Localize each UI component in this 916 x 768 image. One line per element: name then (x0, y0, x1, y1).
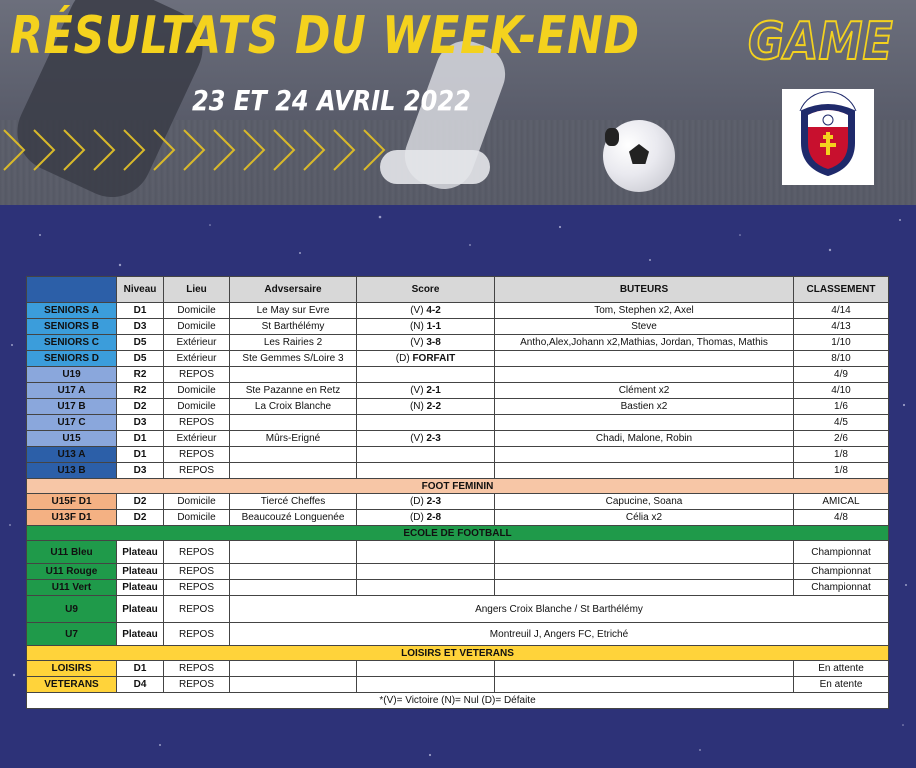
score-cell (357, 383, 495, 399)
opponent (230, 367, 357, 383)
table-row (27, 351, 889, 367)
scorers (495, 415, 794, 431)
level: Plateau (117, 541, 164, 564)
table-row (27, 367, 889, 383)
scorers (495, 463, 794, 479)
table-row (27, 431, 889, 447)
level: D3 (117, 463, 164, 479)
scorers (495, 367, 794, 383)
table-row (27, 335, 889, 351)
table-row (27, 623, 889, 646)
score-legend: *(V)= Victoire (N)= Nul (D)= Défaite (27, 693, 889, 709)
score-result-letter: (V) (410, 385, 427, 396)
table-row (27, 510, 889, 526)
game-watermark: GAME (748, 12, 893, 72)
score-result-letter: (D) (409, 496, 427, 507)
column-header-niveau: Niveau (117, 277, 164, 303)
venue: REPOS (164, 463, 230, 479)
opponent: Les Rairies 2 (230, 335, 357, 351)
team-name: U11 Rouge (27, 564, 117, 580)
venue: REPOS (164, 447, 230, 463)
level: D3 (117, 415, 164, 431)
results-table (26, 276, 889, 709)
venue: Domicile (164, 510, 230, 526)
venue: REPOS (164, 367, 230, 383)
opponent: La Croix Blanche (230, 399, 357, 415)
score-result-letter: (V) (410, 433, 427, 444)
table-row (27, 494, 889, 510)
team-name: U7 (27, 623, 117, 646)
senior-youth-rows (27, 303, 889, 479)
loisirs-rows (27, 661, 889, 693)
team-name: LOISIRS (27, 661, 117, 677)
section-title-loisirs: LOISIRS ET VETERANS (27, 646, 889, 661)
ranking: 8/10 (794, 351, 889, 367)
score-cell (357, 447, 495, 463)
player-boot-image (380, 150, 490, 184)
level: D4 (117, 677, 164, 693)
level: D2 (117, 510, 164, 526)
venue: Extérieur (164, 351, 230, 367)
scorers: Bastien x2 (495, 399, 794, 415)
column-header-classement: CLASSEMENT (794, 277, 889, 303)
table-header-row (27, 277, 889, 303)
ranking: 2/6 (794, 431, 889, 447)
opponent (230, 677, 357, 693)
table-row (27, 463, 889, 479)
score-value: 4-2 (426, 305, 441, 316)
column-header-adversaire: Advsersaire (230, 277, 357, 303)
scorers: Célia x2 (495, 510, 794, 526)
scorers (495, 661, 794, 677)
venue: REPOS (164, 415, 230, 431)
score-cell (357, 463, 495, 479)
team-name: U13 B (27, 463, 117, 479)
ranking: AMICAL (794, 494, 889, 510)
venue: Extérieur (164, 431, 230, 447)
opponent: Le May sur Evre (230, 303, 357, 319)
chevron-arrows-decoration (0, 122, 390, 178)
scorers: Steve (495, 319, 794, 335)
score-cell (357, 303, 495, 319)
level: Plateau (117, 580, 164, 596)
opponent: Mûrs-Erigné (230, 431, 357, 447)
page-date: 23 ET 24 AVRIL 2022 (192, 84, 471, 117)
level: Plateau (117, 596, 164, 623)
score-result-letter: (D) (395, 353, 413, 364)
scorers (495, 541, 794, 564)
scorers (495, 351, 794, 367)
score-cell (357, 335, 495, 351)
scorers (495, 564, 794, 580)
scorers: Capucine, Soana (495, 494, 794, 510)
table-row (27, 399, 889, 415)
venue: Domicile (164, 399, 230, 415)
score-cell (357, 494, 495, 510)
venue: Extérieur (164, 335, 230, 351)
column-header-score: Score (357, 277, 495, 303)
team-name: U17 A (27, 383, 117, 399)
table-row (27, 447, 889, 463)
level: D5 (117, 335, 164, 351)
level: D1 (117, 303, 164, 319)
ranking: 1/8 (794, 447, 889, 463)
team-name: SENIORS A (27, 303, 117, 319)
level: D3 (117, 319, 164, 335)
score-cell (357, 510, 495, 526)
level: R2 (117, 367, 164, 383)
score-value: 2-1 (426, 385, 441, 396)
team-name: U19 (27, 367, 117, 383)
score-value: 3-8 (426, 337, 441, 348)
table-row (27, 596, 889, 623)
ranking: 4/9 (794, 367, 889, 383)
team-name: U9 (27, 596, 117, 623)
team-name: U11 Vert (27, 580, 117, 596)
score-cell (357, 580, 495, 596)
scorers: Antho,Alex,Johann x2,Mathias, Jordan, Thomas, Mathis (495, 335, 794, 351)
table-row (27, 677, 889, 693)
team-name: VETERANS (27, 677, 117, 693)
score-value: 1-1 (426, 321, 442, 332)
score-result-letter: (N) (409, 401, 427, 412)
ranking: 4/14 (794, 303, 889, 319)
score-value: 2-8 (426, 512, 442, 523)
team-name: SENIORS C (27, 335, 117, 351)
venue: Domicile (164, 383, 230, 399)
opponent: Ste Pazanne en Retz (230, 383, 357, 399)
score-value: 2-2 (426, 401, 442, 412)
opponent: Ste Gemmes S/Loire 3 (230, 351, 357, 367)
scorers: Tom, Stephen x2, Axel (495, 303, 794, 319)
venue: REPOS (164, 661, 230, 677)
section-header-row (27, 526, 889, 541)
team-name: U17 B (27, 399, 117, 415)
feminin-section (27, 479, 889, 494)
club-crest-icon (782, 89, 874, 185)
loisirs-section (27, 646, 889, 661)
venue: REPOS (164, 677, 230, 693)
scorers: Clément x2 (495, 383, 794, 399)
scorers (495, 677, 794, 693)
score-cell (357, 399, 495, 415)
team-name: U11 Bleu (27, 541, 117, 564)
venue: REPOS (164, 623, 230, 646)
table-row (27, 564, 889, 580)
score-result-letter: (V) (410, 305, 427, 316)
level: D1 (117, 447, 164, 463)
ranking: 1/10 (794, 335, 889, 351)
score-result-letter: (N) (409, 321, 427, 332)
venue: Domicile (164, 303, 230, 319)
ranking: Championnat (794, 541, 889, 564)
scorers (495, 580, 794, 596)
ecole-rows (27, 541, 889, 646)
score-cell (357, 661, 495, 677)
venue: REPOS (164, 541, 230, 564)
venue: REPOS (164, 596, 230, 623)
ranking: 1/8 (794, 463, 889, 479)
opponents-merged: Angers Croix Blanche / St Barthélémy (230, 596, 889, 623)
table-row (27, 415, 889, 431)
page-title: RÉSULTATS DU WEEK-END (10, 6, 640, 66)
ecole-section (27, 526, 889, 541)
score-value: 2-3 (426, 433, 441, 444)
ranking: Championnat (794, 580, 889, 596)
score-cell (357, 431, 495, 447)
table-row (27, 383, 889, 399)
level: D1 (117, 431, 164, 447)
ranking: 4/5 (794, 415, 889, 431)
team-name: U17 C (27, 415, 117, 431)
column-header-lieu: Lieu (164, 277, 230, 303)
level: D5 (117, 351, 164, 367)
opponent (230, 463, 357, 479)
team-name: U13 A (27, 447, 117, 463)
table-row (27, 319, 889, 335)
level: D2 (117, 494, 164, 510)
section-header-row (27, 646, 889, 661)
opponent: Tiercé Cheffes (230, 494, 357, 510)
score-value: FORFAIT (412, 353, 456, 364)
opponent: St Barthélémy (230, 319, 357, 335)
score-result-letter: (V) (410, 337, 427, 348)
soccer-ball-image (603, 120, 675, 192)
score-cell (357, 564, 495, 580)
feminin-rows (27, 494, 889, 526)
level: Plateau (117, 564, 164, 580)
level: D1 (117, 661, 164, 677)
score-cell (357, 541, 495, 564)
opponent (230, 580, 357, 596)
ranking: 4/13 (794, 319, 889, 335)
score-cell (357, 677, 495, 693)
section-title-ecole: ECOLE DE FOOTBALL (27, 526, 889, 541)
score-value: 2-3 (426, 496, 442, 507)
ranking: 4/8 (794, 510, 889, 526)
section-header-row (27, 479, 889, 494)
ranking: 1/6 (794, 399, 889, 415)
ranking: 4/10 (794, 383, 889, 399)
opponent (230, 541, 357, 564)
venue: REPOS (164, 580, 230, 596)
column-header-team (27, 277, 117, 303)
opponent (230, 447, 357, 463)
table-row (27, 541, 889, 564)
legend-section (27, 693, 889, 709)
level: R2 (117, 383, 164, 399)
opponent: Beaucouzé Longuenée (230, 510, 357, 526)
score-cell (357, 351, 495, 367)
team-name: U15F D1 (27, 494, 117, 510)
header-banner (0, 0, 916, 205)
opponent (230, 415, 357, 431)
score-result-letter: (D) (409, 512, 427, 523)
opponent (230, 661, 357, 677)
venue: Domicile (164, 319, 230, 335)
venue: Domicile (164, 494, 230, 510)
score-cell (357, 415, 495, 431)
legend-row (27, 693, 889, 709)
table-row (27, 580, 889, 596)
club-logo (782, 89, 874, 185)
section-title-feminin: FOOT FEMININ (27, 479, 889, 494)
team-name: SENIORS B (27, 319, 117, 335)
level: D2 (117, 399, 164, 415)
ranking: En attente (794, 661, 889, 677)
team-name: U15 (27, 431, 117, 447)
ranking: En atente (794, 677, 889, 693)
team-name: U13F D1 (27, 510, 117, 526)
level: Plateau (117, 623, 164, 646)
table-row (27, 303, 889, 319)
scorers: Chadi, Malone, Robin (495, 431, 794, 447)
opponent (230, 564, 357, 580)
column-header-buteurs: BUTEURS (495, 277, 794, 303)
scorers (495, 447, 794, 463)
score-cell (357, 319, 495, 335)
table-row (27, 661, 889, 677)
venue: REPOS (164, 564, 230, 580)
opponents-merged: Montreuil J, Angers FC, Etriché (230, 623, 889, 646)
team-name: SENIORS D (27, 351, 117, 367)
score-cell (357, 367, 495, 383)
ranking: Championnat (794, 564, 889, 580)
